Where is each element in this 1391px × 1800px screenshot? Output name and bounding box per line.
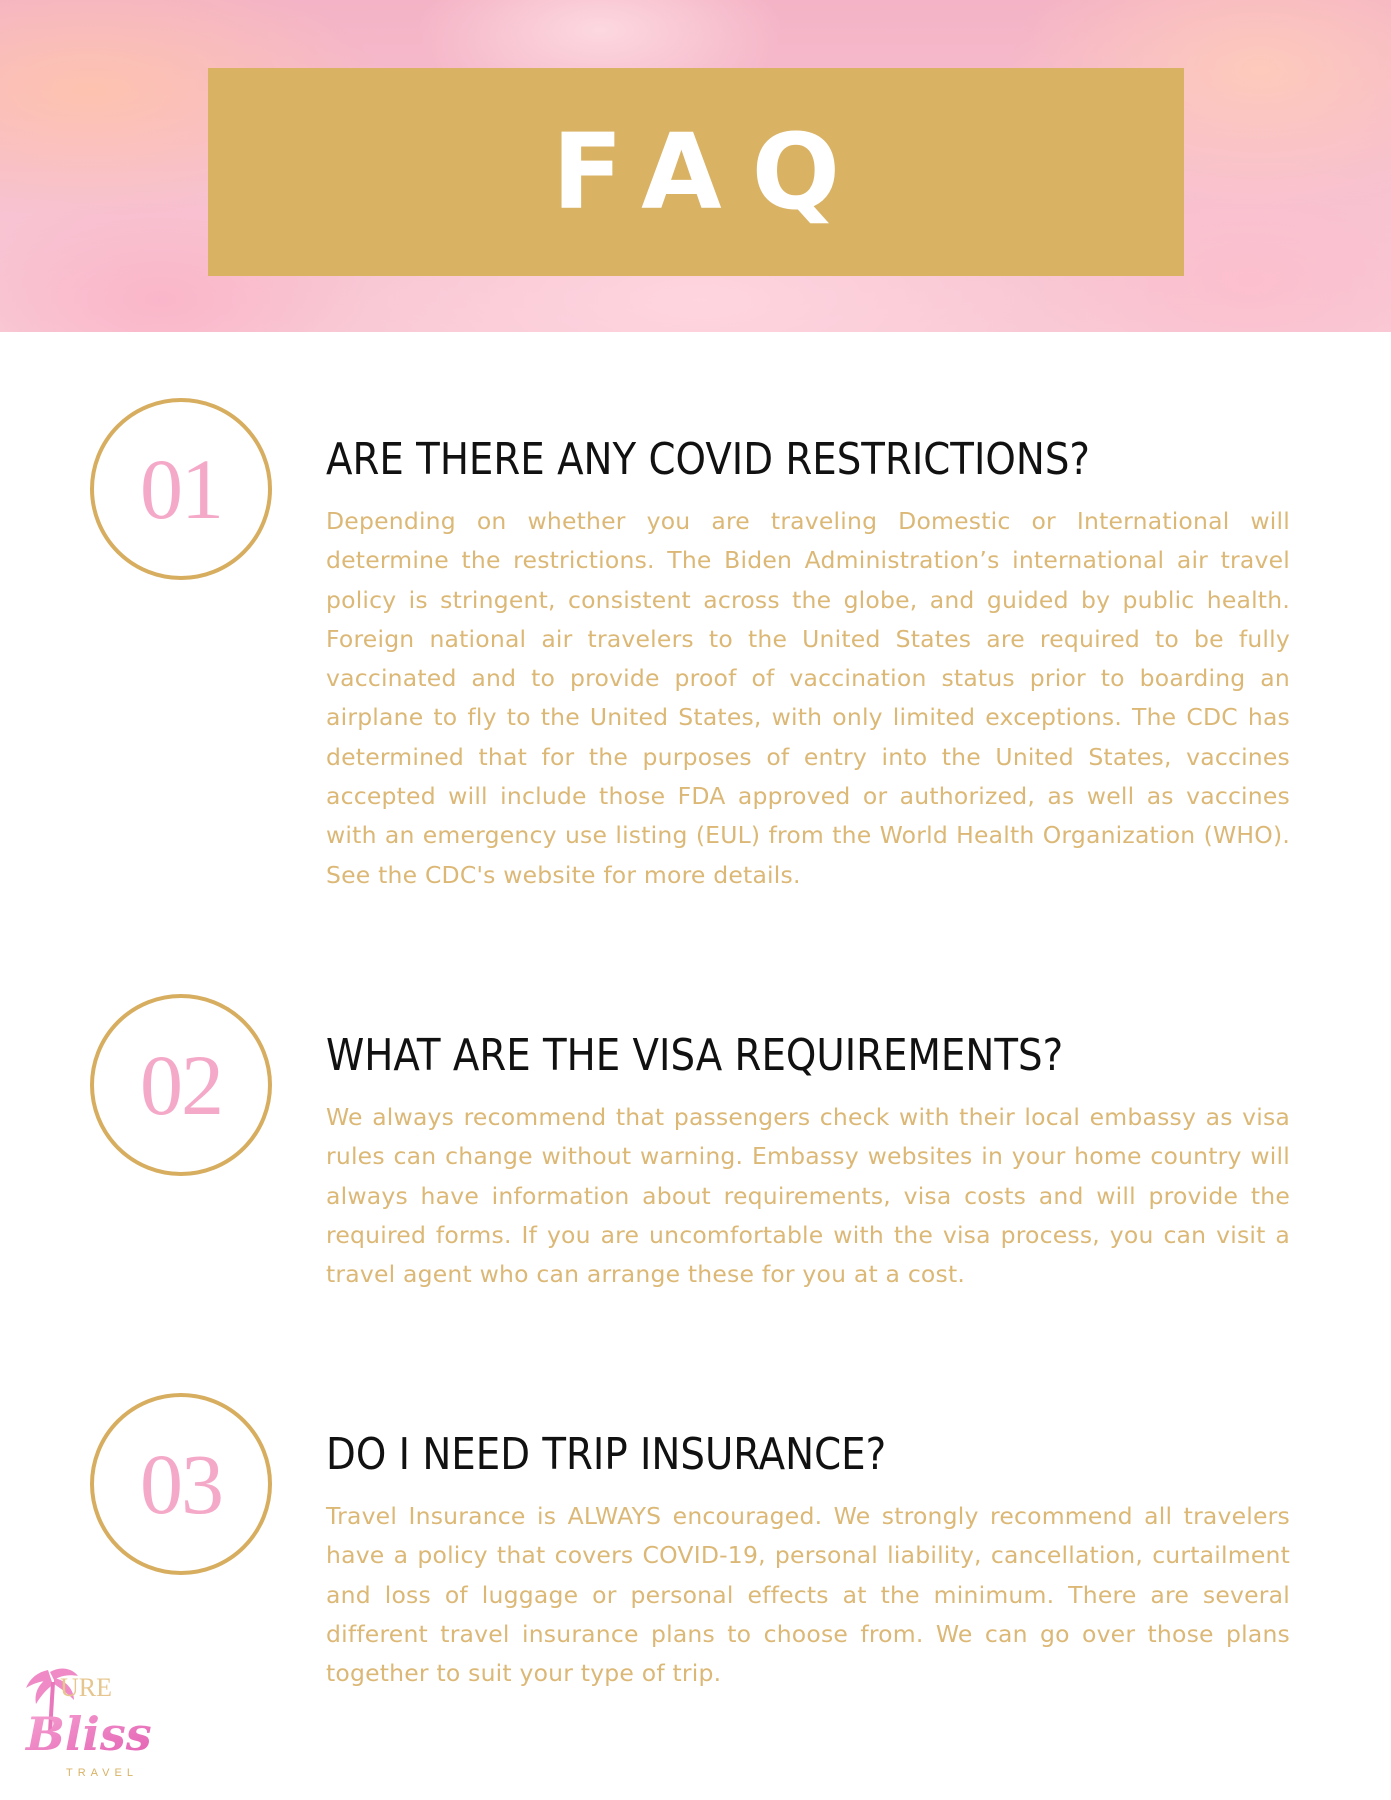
number-badge: [90, 1393, 272, 1575]
faq-number: 01: [140, 441, 222, 537]
faq-answer: We always recommend that passengers check with their local embassy as visa rules can change without warning. Embassy websites in your home country will always have information about requirements, visa costs and will provide the required forms. If you are uncomfortable with the visa process, you can visit a travel agent who can arrange these for you at a cost.: [326, 1103, 1290, 1289]
logo-top-text: URE: [60, 1673, 112, 1702]
faq-question: WHAT ARE THE VISA REQUIREMENTS?: [326, 1030, 1064, 1081]
faq-question: ARE THERE ANY COVID RESTRICTIONS?: [326, 434, 1090, 485]
number-badge: [90, 398, 272, 580]
faq-number: 02: [140, 1037, 222, 1133]
brand-logo: [8, 1662, 158, 1782]
hero-banner: [0, 0, 1391, 332]
faq-question: DO I NEED TRIP INSURANCE?: [326, 1429, 887, 1480]
faq-answer: Travel Insurance is ALWAYS encouraged. We strongly recommend all travelers have a policy that covers COVID-19, personal liability, cancellation, curtailment and loss of luggage or personal effects at the minimum. There are several different travel insurance plans to choose from. We can go over those plans together to suit your type of trip.: [326, 1502, 1290, 1688]
faq-number: 03: [140, 1436, 222, 1532]
logo-bottom-text: TRAVEL: [66, 1767, 138, 1779]
faq-answer: Depending on whether you are traveling Domestic or International will determine the restrictions. The Biden Administration’s international air travel policy is stringent, consistent across the globe, and guided by public health. Foreign national air travelers to the United States are required to be fully vaccinated and to provide proof of vaccination status prior to boarding an airplane to fly to the United States, with only limited exceptions. The CDC has determined that for the purposes of entry into the United States, vaccines accepted will include those FDA approved or authorized, as well as vaccines with an emergency use listing (EUL) from the World Health Organization (WHO). See the CDC's website for more details.: [326, 507, 1290, 889]
logo-script-text: Bliss: [26, 1707, 152, 1761]
number-badge: [90, 994, 272, 1176]
title-banner: [208, 68, 1184, 276]
page-title: FAQ: [551, 111, 870, 233]
